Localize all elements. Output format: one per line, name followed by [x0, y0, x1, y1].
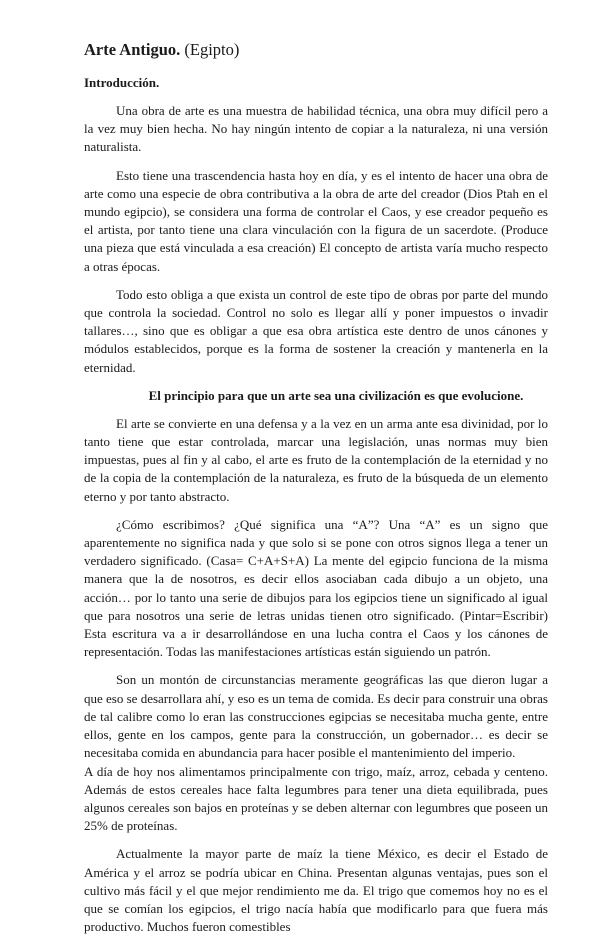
document-title: [84, 40, 548, 60]
paragraph-6: Son un montón de circunstancias meramente geográficas las que dieron lugar a que eso se desarrollara ahí, y eso es un tema de comida. Es decir para construir una obras de tal calibre como lo eran las construcciones egipcias se necesitaba mucha gente, entre ellos, gente en los campos, gente para la construcción, un gobernador… es decir se necesitaba comida en abundancia para hacer posible el mantenimiento del imperio.: [84, 672, 548, 761]
section-heading-principle: El principio para que un arte sea una civilización es que evolucione.: [148, 387, 524, 403]
paragraph-7: A día de hoy nos alimentamos principalmente con trigo, maíz, arroz, cebada y centeno. Además de estos cereales hace falta legumbres para tener una dieta equilibrada, pues algunos cereales son bajos en proteínas y se deben alternar con legumbres que poseen un 25% de proteínas.: [84, 763, 548, 834]
paragraph-5: ¿Cómo escribimos? ¿Qué significa una “A”? Una “A” es un signo que aparentemente no significa nada y que solo si se pone con otros signos llega a tener un verdadero significado. (Casa= C+A+S+A) La mente del egipcio funciona de la misma manera que la de nosotros, es decir ellos asociaban cada dibujo a un objeto, una acción… por lo tanto una serie de dibujos para los egipcios tiene un significado al igual que para nosotros una serie de letras unidas tienen otro significado. (Pintar=Escribir) Esta escritura va a ir desarrollándose en una lucha contra el Caos y los cánones de representación. Todas las manifestaciones artísticas están siguiendo un patrón.: [84, 516, 548, 660]
title-main: Arte Antiguo.: [84, 40, 181, 59]
paragraph-4: El arte se convierte en una defensa y a la vez en un arma ante esa divinidad, por lo tanto tiene que estar controlada, marcar una legislación, unas normas muy bien impuestas, pues al fin y al cabo, el arte es fruto de la contemplación de la eternidad y no de la copia de la contemplación de la naturaleza, es fruto de la búsqueda de un elemento eterno y por tanto abstracto.: [84, 415, 548, 504]
paragraph-3: Todo esto obliga a que exista un control de este tipo de obras por parte del mundo que controla la sociedad. Control no solo es llegar allí y poner impuestos o invadir tallares…, sino que es obligar a que esa obra artística este dentro de unos cánones y módulos establecidos, porque es la forma de sostener la creación y mantenerla en la eternidad.: [84, 286, 548, 375]
document-page: [84, 40, 548, 946]
paragraph-2: Esto tiene una trascendencia hasta hoy en día, y es el intento de hacer una obra de arte como una especie de obra contributiva a la obra de arte del creador (Dios Ptah en el mundo egipcio), se considera una forma de controlar el Caos, y ese creador pequeño es el artista, por tanto tiene una clara vinculación con la figura de un sacerdote. (Produce una pieza que está vinculada a esa creación) El concepto de artista varía mucho respecto a otras épocas.: [84, 167, 548, 274]
paragraph-8: Actualmente la mayor parte de maíz la tiene México, es decir el Estado de América y el arroz se podría ubicar en China. Presentan algunas ventajas, pues son el cultivo más fácil y el que mejor rendimiento me da. El trigo que comemos hoy no es el que se comían los egipcios, el trigo nacía había que modificarlo para que fuera más productivo. Muchos fueron comestibles: [84, 846, 548, 935]
paragraph-1: Una obra de arte es una muestra de habilidad técnica, una obra muy difícil pero a la vez muy bien hecha. No hay ningún intento de copiar a la naturaleza, ni una versión naturalista.: [84, 103, 548, 155]
title-subtitle: (Egipto): [180, 40, 240, 59]
section-heading-introduction: Introducción.: [84, 75, 160, 90]
